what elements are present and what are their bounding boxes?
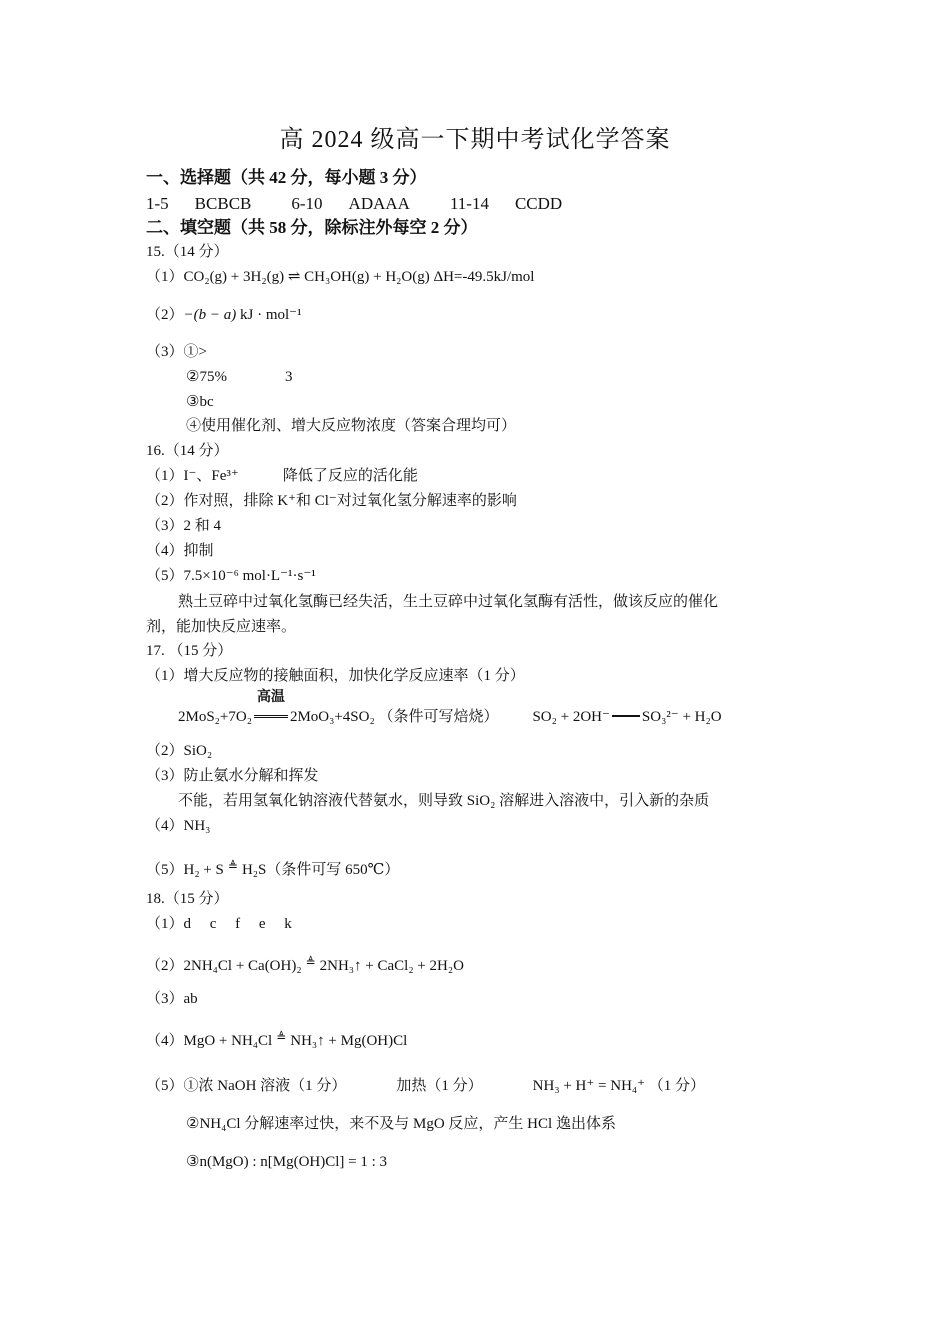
q16-explanation-line-1: 熟土豆碎中过氧化氢酶已经失活，生土豆碎中过氧化氢酶有活性，做该反应的催化 [178, 594, 719, 610]
q17-eq2-products: SO₃²⁻ + H₂O [641, 709, 722, 725]
choice-answers [146, 192, 588, 216]
q17-answer-3-explanation: 不能，若用氢氧化钠溶液代替氨水，则导致 SiO₂ 溶解进入溶液中，引入新的杂质 [178, 793, 710, 809]
q16-answer-1-ions: （1）I⁻、Fe³⁺ [146, 468, 239, 484]
q18-answer-4-products: NH₃↑ + Mg(OH)Cl [290, 1033, 408, 1049]
q15-answer-3 [146, 342, 207, 362]
q18-answer-5-2: ②NH₄Cl 分解速率过快，来不及与 MgO 反应，产生 HCl 逸出体系 [186, 1116, 616, 1132]
q15-heading: 15.（14 分） [146, 244, 229, 260]
q16-explanation-line-2: 剂，能加快反应速率。 [146, 619, 297, 635]
q16-heading: 16.（14 分） [146, 443, 229, 459]
range-6-10: 6-10 [291, 194, 323, 213]
q17-answer-5 [146, 856, 399, 880]
answers-11-14: CCDD [514, 194, 563, 213]
q18-answer-5-ion-equation: NH₃ + H⁺ = NH₄⁺ （1 分） [532, 1078, 706, 1094]
q18-answer-5 [146, 1076, 705, 1096]
q15-answer-1: （1）CO₂(g) + 3H₂(g) ⇌ CH₃OH(g) + H₂O(g) ΔH=-49.5kJ/mol [146, 269, 535, 285]
q17-eq2-reactants: SO₂ + 2OH⁻ [532, 709, 610, 725]
q17-answer-4: （4）NH₃ [146, 818, 211, 834]
answers-6-10: ADAAA [348, 194, 410, 213]
q16-answer-1-reason: 降低了反应的活化能 [282, 468, 418, 484]
q17-answer-3: （3）防止氨水分解和挥发 [146, 768, 319, 784]
q17-answer-5-reactants: （5）H₂ + S [146, 862, 224, 878]
q15-answer-3-4: ④使用催化剂、增大反应物浓度（答案合理均可） [186, 418, 517, 434]
q15-answer-2-unit: kJ · mol⁻¹ [240, 307, 302, 323]
q17-answer-1: （1）增大反应物的接触面积，加快化学反应速率（1 分） [146, 668, 525, 684]
q17-equations [178, 690, 722, 727]
q18-heading: 18.（15 分） [146, 891, 229, 907]
q17-eq1-products: 2MoO₃+4SO₂ （条件可写焙烧） [289, 709, 499, 725]
q18-answer-5-1: （5）①浓 NaOH 溶液（1 分） [146, 1078, 347, 1094]
q17-heading: 17. （15 分） [146, 643, 233, 659]
q16-answer-3: （3）2 和 4 [146, 518, 222, 534]
range-11-14: 11-14 [449, 194, 489, 213]
q18-answer-4 [146, 1027, 407, 1051]
q17-eq1-condition-text: 高温 [256, 690, 285, 705]
heat-triangle-icon: ≜ [305, 955, 316, 969]
q18-answer-3: （3）ab [146, 991, 198, 1007]
q15-answer-3-1: ①> [183, 344, 207, 360]
page-title: 高 2024 级高一下期中考试化学答案 [279, 127, 671, 153]
answers-1-5: BCBCB [194, 194, 252, 213]
q18-answer-2-reactants: （2）2NH₄Cl + Ca(OH)₂ [146, 958, 302, 974]
q15-answer-3-2 [186, 367, 292, 387]
q15-answer-2-label: （2） [146, 307, 184, 323]
range-1-5: 1-5 [146, 194, 169, 213]
q15-answer-3-3: ③bc [186, 394, 214, 410]
q16-answer-1 [146, 466, 418, 486]
q15-answer-2 [146, 305, 302, 325]
heat-triangle-icon: ≜ [276, 1030, 287, 1044]
q18-answer-2-products: 2NH₃↑ + CaCl₂ + 2H₂O [319, 958, 464, 974]
q16-answer-4: （4）抑制 [146, 543, 214, 559]
q15-answer-3-label: （3） [146, 344, 184, 360]
q17-eq2-equals-sign [612, 709, 640, 717]
q17-answer-5-products: H₂S（条件可写 650℃） [241, 862, 400, 878]
q16-answer-5: （5）7.5×10⁻⁶ mol·L⁻¹·s⁻¹ [146, 568, 316, 584]
q17-eq1-condition [254, 690, 288, 718]
q18-answer-5-heat: 加热（1 分） [396, 1078, 483, 1094]
q18-answer-2 [146, 952, 464, 976]
section-choice-heading: 一、选择题（共 42 分，每小题 3 分） [146, 168, 427, 187]
section-fill-heading: 二、填空题（共 58 分，除标注外每空 2 分） [146, 218, 478, 237]
q17-answer-2: （2）SiO₂ [146, 743, 213, 759]
q15-answer-3-2-value: ②75% [186, 369, 227, 385]
q18-answer-4-reactants: （4）MgO + NH₄Cl [146, 1033, 273, 1049]
heat-triangle-icon: ≜ [227, 859, 238, 873]
q17-eq1-reactants: 2MoS₂+7O₂ [178, 709, 252, 725]
q18-answer-5-3: ③n(MgO) : n[Mg(OH)Cl] = 1 : 3 [186, 1154, 388, 1170]
q16-answer-2: （2）作对照，排除 K⁺和 Cl⁻对过氧化氢分解速率的影响 [146, 493, 517, 509]
q18-answer-1: （1）d c f e k [146, 916, 292, 932]
q15-answer-3-2-second: 3 [284, 369, 293, 385]
q15-answer-2-expression: −(b − a) [183, 307, 237, 323]
